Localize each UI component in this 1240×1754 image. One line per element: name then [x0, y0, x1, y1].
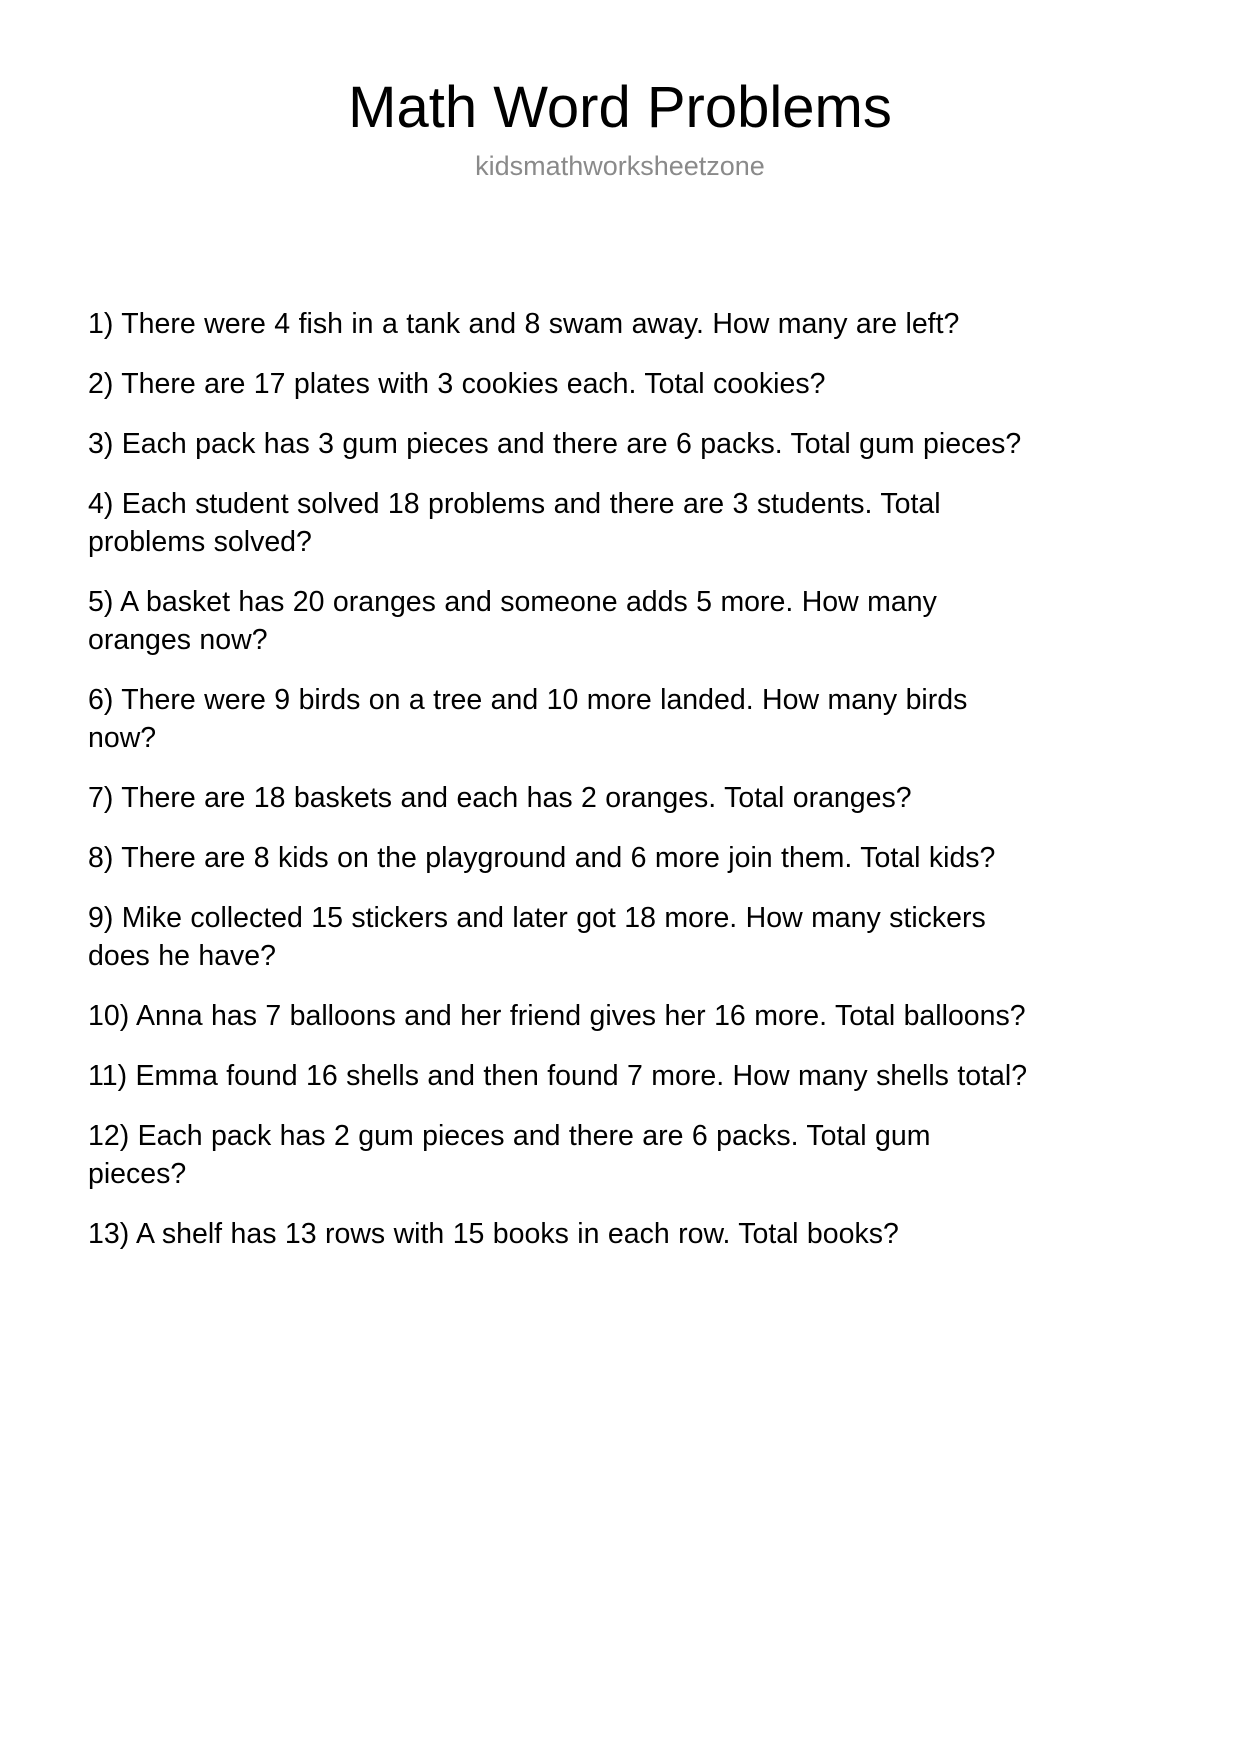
problem-item: 5) A basket has 20 oranges and someone adds 5 more. How many oranges now? [88, 586, 937, 656]
page-subtitle: kidsmathworksheetzone [475, 150, 765, 181]
problem-item: 6) There were 9 birds on a tree and 10 more landed. How many birds now? [88, 684, 968, 754]
problem-item: 10) Anna has 7 balloons and her friend gives her 16 more. Total balloons? [88, 1000, 1026, 1032]
problem-item: 11) Emma found 16 shells and then found 7 more. How many shells total? [88, 1060, 1028, 1092]
problem-list [88, 305, 1028, 1253]
problem-item: 8) There are 8 kids on the playground and 6 more join them. Total kids? [88, 842, 996, 874]
problem-item: 3) Each pack has 3 gum pieces and there are 6 packs. Total gum pieces? [88, 428, 1022, 460]
problem-item: 4) Each student solved 18 problems and there are 3 students. Total problems solved? [88, 488, 941, 558]
problem-item: 1) There were 4 fish in a tank and 8 swam away. How many are left? [88, 308, 960, 340]
problem-item: 7) There are 18 baskets and each has 2 oranges. Total oranges? [88, 782, 912, 814]
problem-item: 13) A shelf has 13 rows with 15 books in each row. Total books? [88, 1218, 899, 1250]
page-title: Math Word Problems [348, 75, 892, 140]
problem-item: 12) Each pack has 2 gum pieces and there are 6 packs. Total gum pieces? [88, 1120, 931, 1190]
problem-item: 9) Mike collected 15 stickers and later got 18 more. How many stickers does he have? [88, 902, 986, 972]
worksheet-header [0, 0, 1240, 182]
problem-item: 2) There are 17 plates with 3 cookies each. Total cookies? [88, 368, 826, 400]
